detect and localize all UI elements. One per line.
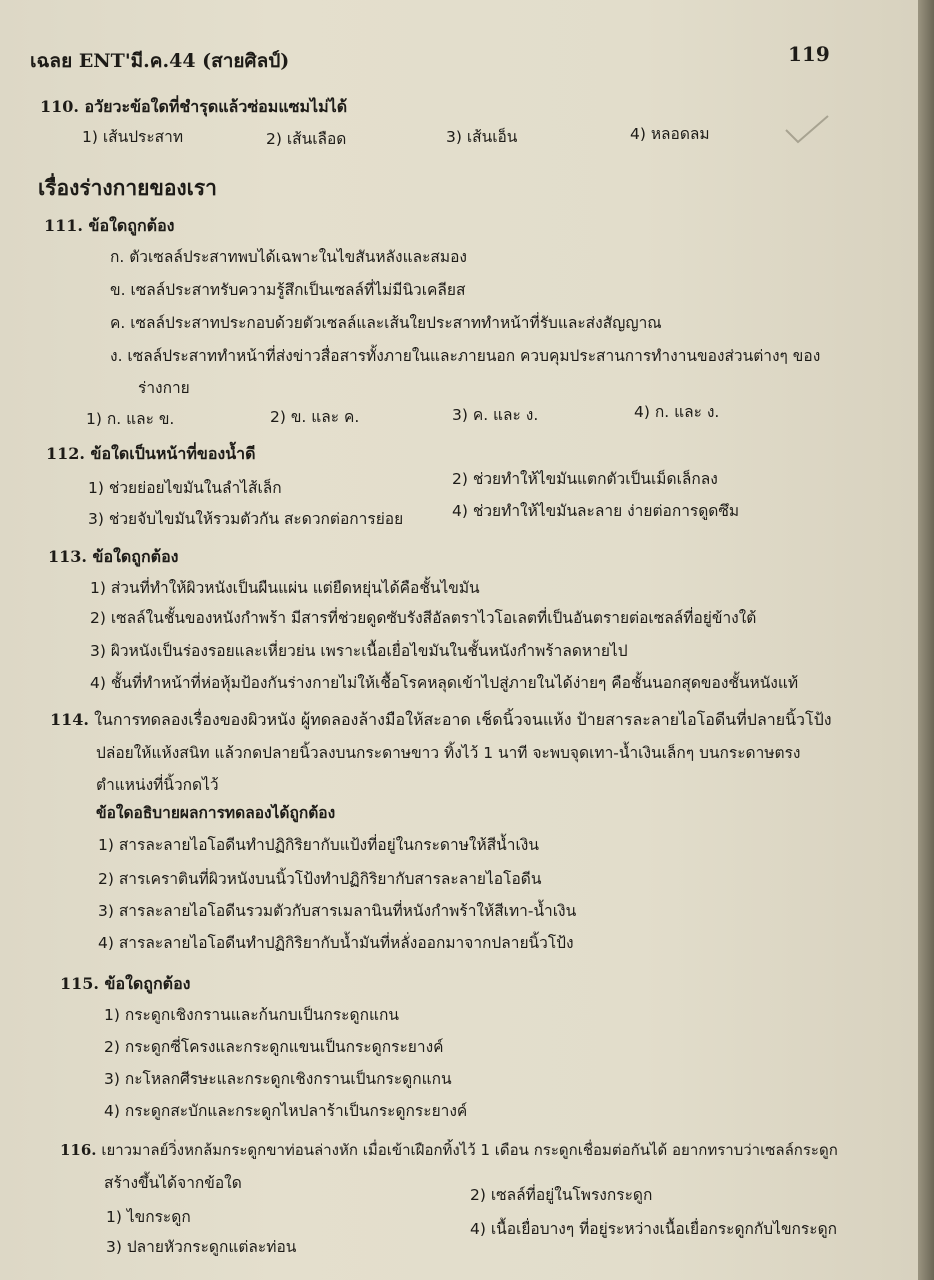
question-115: 115. ข้อใดถูกต้อง [60, 974, 191, 993]
q112-choice-3: 3) ช่วยจับไขมันให้รวมตัวกัน สะดวกต่อการย่อย [88, 510, 404, 528]
q114-line-3: ตำแหน่งที่นิ้วกดไว้ [96, 776, 219, 794]
q110-choice-1: 1) เส้นประสาท [82, 128, 184, 146]
q111-choice-3: 3) ค. และ ง. [452, 406, 539, 424]
q111-statement-b: ข. เซลล์ประสาทรับความรู้สึกเป็นเซลล์ที่ไม่มีนิวเคลียส [110, 281, 466, 299]
q111-choice-4: 4) ก. และ ง. [634, 403, 720, 421]
q115-choice-3: 3) กะโหลกศีรษะและกระดูกเชิงกรานเป็นกระดูกแกน [104, 1070, 452, 1088]
q114-line-2: ปล่อยให้แห้งสนิท แล้วกดปลายนิ้วลงบนกระดาษขาว ทิ้งไว้ 1 นาที จะพบจุดเทา-น้ำเงินเล็กๆ บนกระดาษตรง [96, 744, 801, 762]
q114-choice-4: 4) สารละลายไอโอดีนทำปฏิกิริยากับน้ำมันที่หลั่งออกมาจากปลายนิ้วโป้ง [98, 934, 574, 952]
q112-choice-1: 1) ช่วยย่อยไขมันในลำไส้เล็ก [88, 479, 282, 497]
question-113: 113. ข้อใดถูกต้อง [48, 547, 179, 566]
q110-choice-2: 2) เส้นเลือด [266, 130, 347, 148]
q113-choice-1: 1) ส่วนที่ทำให้ผิวหนังเป็นผืนแผ่น แต่ยืดหยุ่นได้คือชั้นไขมัน [90, 579, 480, 597]
q111-statement-d-cont: ร่างกาย [138, 379, 190, 397]
q111-statement-a: ก. ตัวเซลล์ประสาทพบได้เฉพาะในไขสันหลังและสมอง [110, 248, 467, 266]
page-number: 119 [788, 42, 830, 66]
question-110: 110. อวัยวะข้อใดที่ชำรุดแล้วซ่อมแซมไม่ได้ [40, 97, 348, 116]
q111-statement-c: ค. เซลล์ประสาทประกอบด้วยตัวเซลล์และเส้นใยประสาททำหน้าที่รับและส่งสัญญาณ [110, 314, 662, 332]
q111-choice-1: 1) ก. และ ข. [86, 410, 175, 428]
q115-choice-4: 4) กระดูกสะบักและกระดูกไหปลาร้าเป็นกระดูกระยางค์ [104, 1102, 468, 1120]
question-114: 114. ในการทดลองเรื่องของผิวหนัง ผู้ทดลองล้างมือให้สะอาด เช็ดนิ้วจนแห้ง ป้ายสารละลายไอโอดีนที่ปลายนิ้วโป้ง [50, 710, 832, 729]
q110-choice-4: 4) หลอดลม [630, 125, 710, 143]
section-title: เรื่องร่างกายของเรา [38, 176, 217, 200]
q116-choice-2: 2) เซลล์ที่อยู่ในโพรงกระดูก [470, 1186, 653, 1204]
page-edge-shadow [918, 0, 934, 1280]
q116-line-2: สร้างขึ้นได้จากข้อใด [104, 1174, 242, 1192]
q114-choice-2: 2) สารเคราตินที่ผิวหนังบนนิ้วโป้งทำปฏิกิริยากับสารละลายไอโอดีน [98, 870, 542, 888]
q114-sub-question: ข้อใดอธิบายผลการทดลองได้ถูกต้อง [96, 804, 336, 822]
header-title: เฉลย ENT'มี.ค.44 (สายศิลป์) [30, 50, 290, 72]
q112-choice-4: 4) ช่วยทำให้ไขมันละลาย ง่ายต่อการดูดซึม [452, 502, 740, 520]
q116-choice-3: 3) ปลายหัวกระดูกแต่ละท่อน [106, 1238, 297, 1256]
question-111: 111. ข้อใดถูกต้อง [44, 216, 175, 235]
pencil-checkmark-icon [784, 114, 830, 144]
q115-choice-2: 2) กระดูกซี่โครงและกระดูกแขนเป็นกระดูกระยางค์ [104, 1038, 444, 1056]
q112-choice-2: 2) ช่วยทำให้ไขมันแตกตัวเป็นเม็ดเล็กลง [452, 470, 718, 488]
q111-choice-2: 2) ข. และ ค. [270, 408, 360, 426]
q116-choice-4: 4) เนื้อเยื่อบางๆ ที่อยู่ระหว่างเนื้อเยื่อกระดูกกับไขกระดูก [470, 1220, 838, 1238]
q114-choice-3: 3) สารละลายไอโอดีนรวมตัวกับสารเมลานินที่หนังกำพร้าให้สีเทา-น้ำเงิน [98, 902, 577, 920]
q113-choice-2: 2) เซลล์ในชั้นของหนังกำพร้า มีสารที่ช่วยดูดซับรังสีอัลตราไวโอเลตที่เป็นอันตรายต่อเซลล์ที่อยู่ข้างใต้ [90, 609, 757, 627]
q115-choice-1: 1) กระดูกเชิงกรานและก้นกบเป็นกระดูกแกน [104, 1006, 399, 1024]
q114-choice-1: 1) สารละลายไอโอดีนทำปฏิกิริยากับแป้งที่อยู่ในกระดาษให้สีน้ำเงิน [98, 836, 539, 854]
q113-choice-3: 3) ผิวหนังเป็นร่องรอยและเหี่ยวย่น เพราะเนื้อเยื่อไขมันในชั้นหนังกำพร้าลดหายไป [90, 642, 628, 660]
q116-choice-1: 1) ไขกระดูก [106, 1208, 191, 1226]
q110-choice-3: 3) เส้นเอ็น [446, 128, 518, 146]
q111-statement-d: ง. เซลล์ประสาททำหน้าที่ส่งข่าวสื่อสารทั้งภายในและภายนอก ควบคุมประสานการทำงานของส่วนต่างๆ ของ [110, 347, 821, 365]
question-116: 116. เยาวมาลย์วิ่งหกล้มกระดูกขาท่อนล่างหัก เมื่อเข้าเฝือกทิ้งไว้ 1 เดือน กระดูกเชื่อมต่อกันได้ อยากทราบว่าเซลล์กระดูก [60, 1141, 838, 1159]
q113-choice-4: 4) ชั้นที่ทำหน้าที่ห่อหุ้มป้องกันร่างกายไม่ให้เชื้อโรคหลุดเข้าไปสู่ภายในได้ง่ายๆ คือชั้นนอกสุดของชั้นหนังแท้ [90, 674, 799, 692]
question-112: 112. ข้อใดเป็นหน้าที่ของน้ำดี [46, 444, 256, 463]
